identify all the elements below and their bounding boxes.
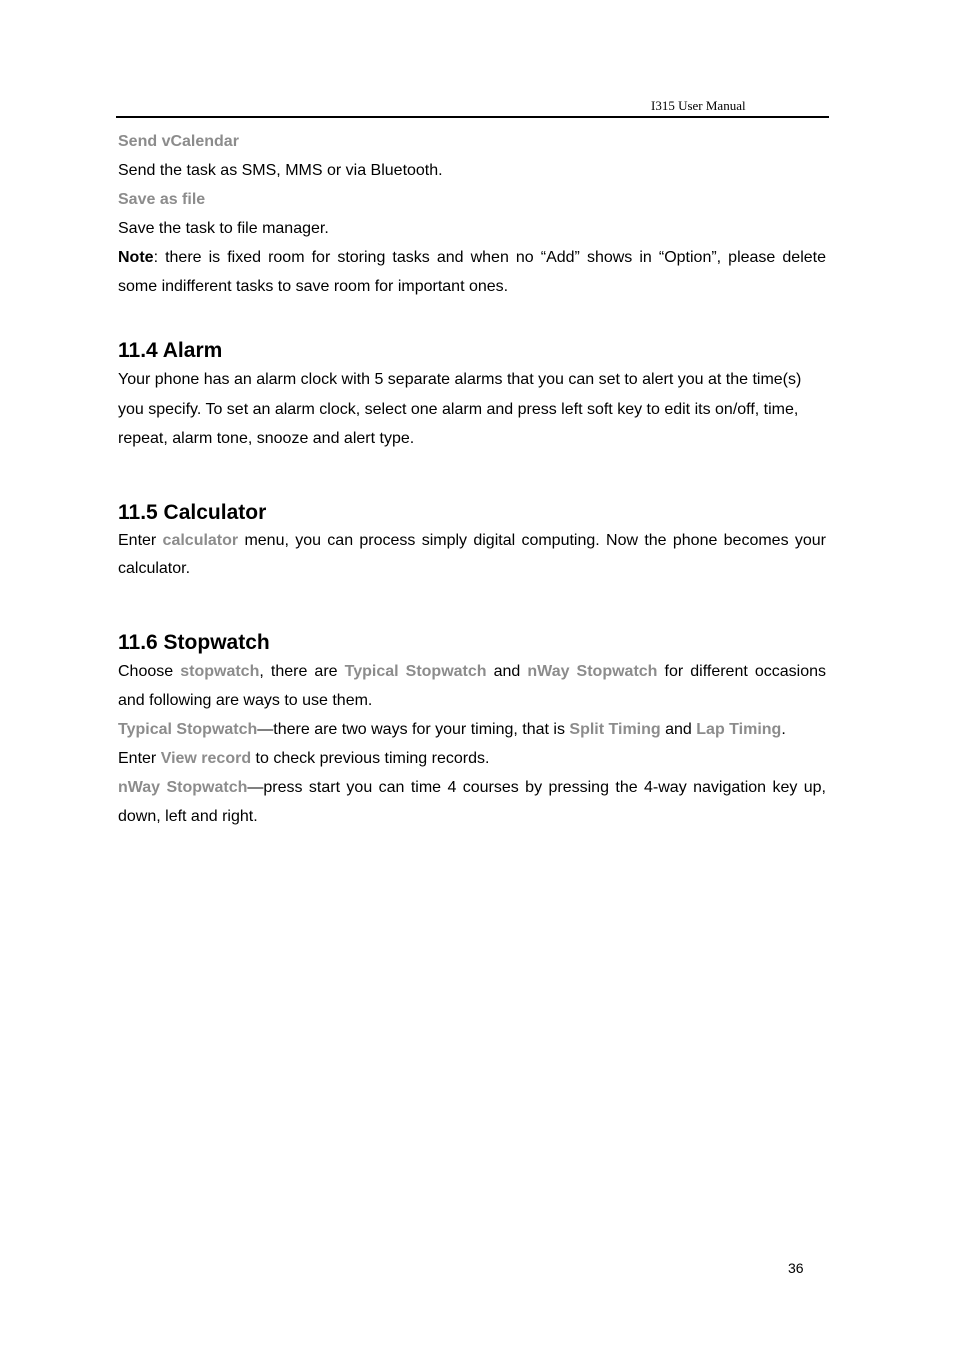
calculator-term: calculator bbox=[162, 531, 239, 549]
typical-stopwatch-text-4: to check previous timing records. bbox=[251, 749, 490, 767]
page-content bbox=[118, 127, 826, 831]
page-header-title: I315 User Manual bbox=[651, 98, 746, 113]
typical-stopwatch-label: Typical Stopwatch bbox=[118, 720, 258, 738]
stopwatch-section-title: 11.6 Stopwatch bbox=[118, 630, 270, 654]
alarm-body: Your phone has an alarm clock with 5 separate alarms that you can set to alert you at the time(s) you specify. To set an alarm clock, select one alarm and press left soft key to edit its on/off, time, repeat, alarm tone, snooze and alert type. bbox=[118, 371, 802, 447]
typical-stopwatch-paragraph bbox=[118, 715, 826, 773]
alarm-section-title: 11.4 Alarm bbox=[118, 339, 223, 362]
typical-stopwatch-text-1: —there are two ways for your timing, that is bbox=[257, 720, 570, 738]
enter-text: Enter bbox=[118, 749, 161, 767]
stopwatch-intro-text-1: Choose bbox=[118, 662, 181, 680]
split-timing-term: Split Timing bbox=[569, 720, 661, 738]
lap-timing-term: Lap Timing bbox=[696, 720, 782, 738]
calculator-body bbox=[118, 527, 826, 584]
send-vcalendar-heading: Send vCalendar bbox=[118, 133, 239, 150]
page-number: 36 bbox=[788, 1260, 804, 1276]
send-vcalendar-body: Send the task as SMS, MMS or via Bluetooth. bbox=[118, 162, 443, 179]
save-as-file-heading: Save as file bbox=[118, 191, 206, 208]
nway-stopwatch-text: —press start you can time 4 courses by pressing the 4-way navigation key up, down, left and right. bbox=[118, 778, 826, 825]
typical-stopwatch-text-3: . bbox=[781, 720, 786, 738]
note-paragraph bbox=[118, 243, 826, 301]
nway-stopwatch-paragraph bbox=[118, 773, 826, 831]
stopwatch-term: stopwatch bbox=[180, 662, 260, 680]
nway-stopwatch-label: nWay Stopwatch bbox=[118, 778, 248, 796]
stopwatch-intro-text-3: and bbox=[486, 662, 528, 680]
header-rule bbox=[116, 116, 829, 118]
calculator-text-1: Enter bbox=[118, 531, 163, 549]
note-text: : there is fixed room for storing tasks and when no “Add” shows in “Option”, please delete some indifferent tasks to save room for important ones. bbox=[118, 249, 826, 295]
view-record-term: View record bbox=[160, 749, 252, 767]
stopwatch-intro-text-4: for different occasions and following are ways to use them. bbox=[118, 662, 827, 709]
typical-stopwatch-text-2: and bbox=[660, 720, 697, 738]
typical-stopwatch-term: Typical Stopwatch bbox=[344, 662, 487, 680]
calculator-section-title: 11.5 Calculator bbox=[118, 500, 267, 524]
nway-stopwatch-term: nWay Stopwatch bbox=[527, 662, 658, 680]
stopwatch-intro-text-2: , there are bbox=[259, 662, 345, 680]
calculator-text-2: menu, you can process simply digital computing. Now the phone becomes your calculator. bbox=[118, 531, 827, 577]
note-label: Note bbox=[118, 249, 154, 266]
stopwatch-intro bbox=[118, 657, 826, 715]
save-as-file-body: Save the task to file manager. bbox=[118, 220, 329, 237]
